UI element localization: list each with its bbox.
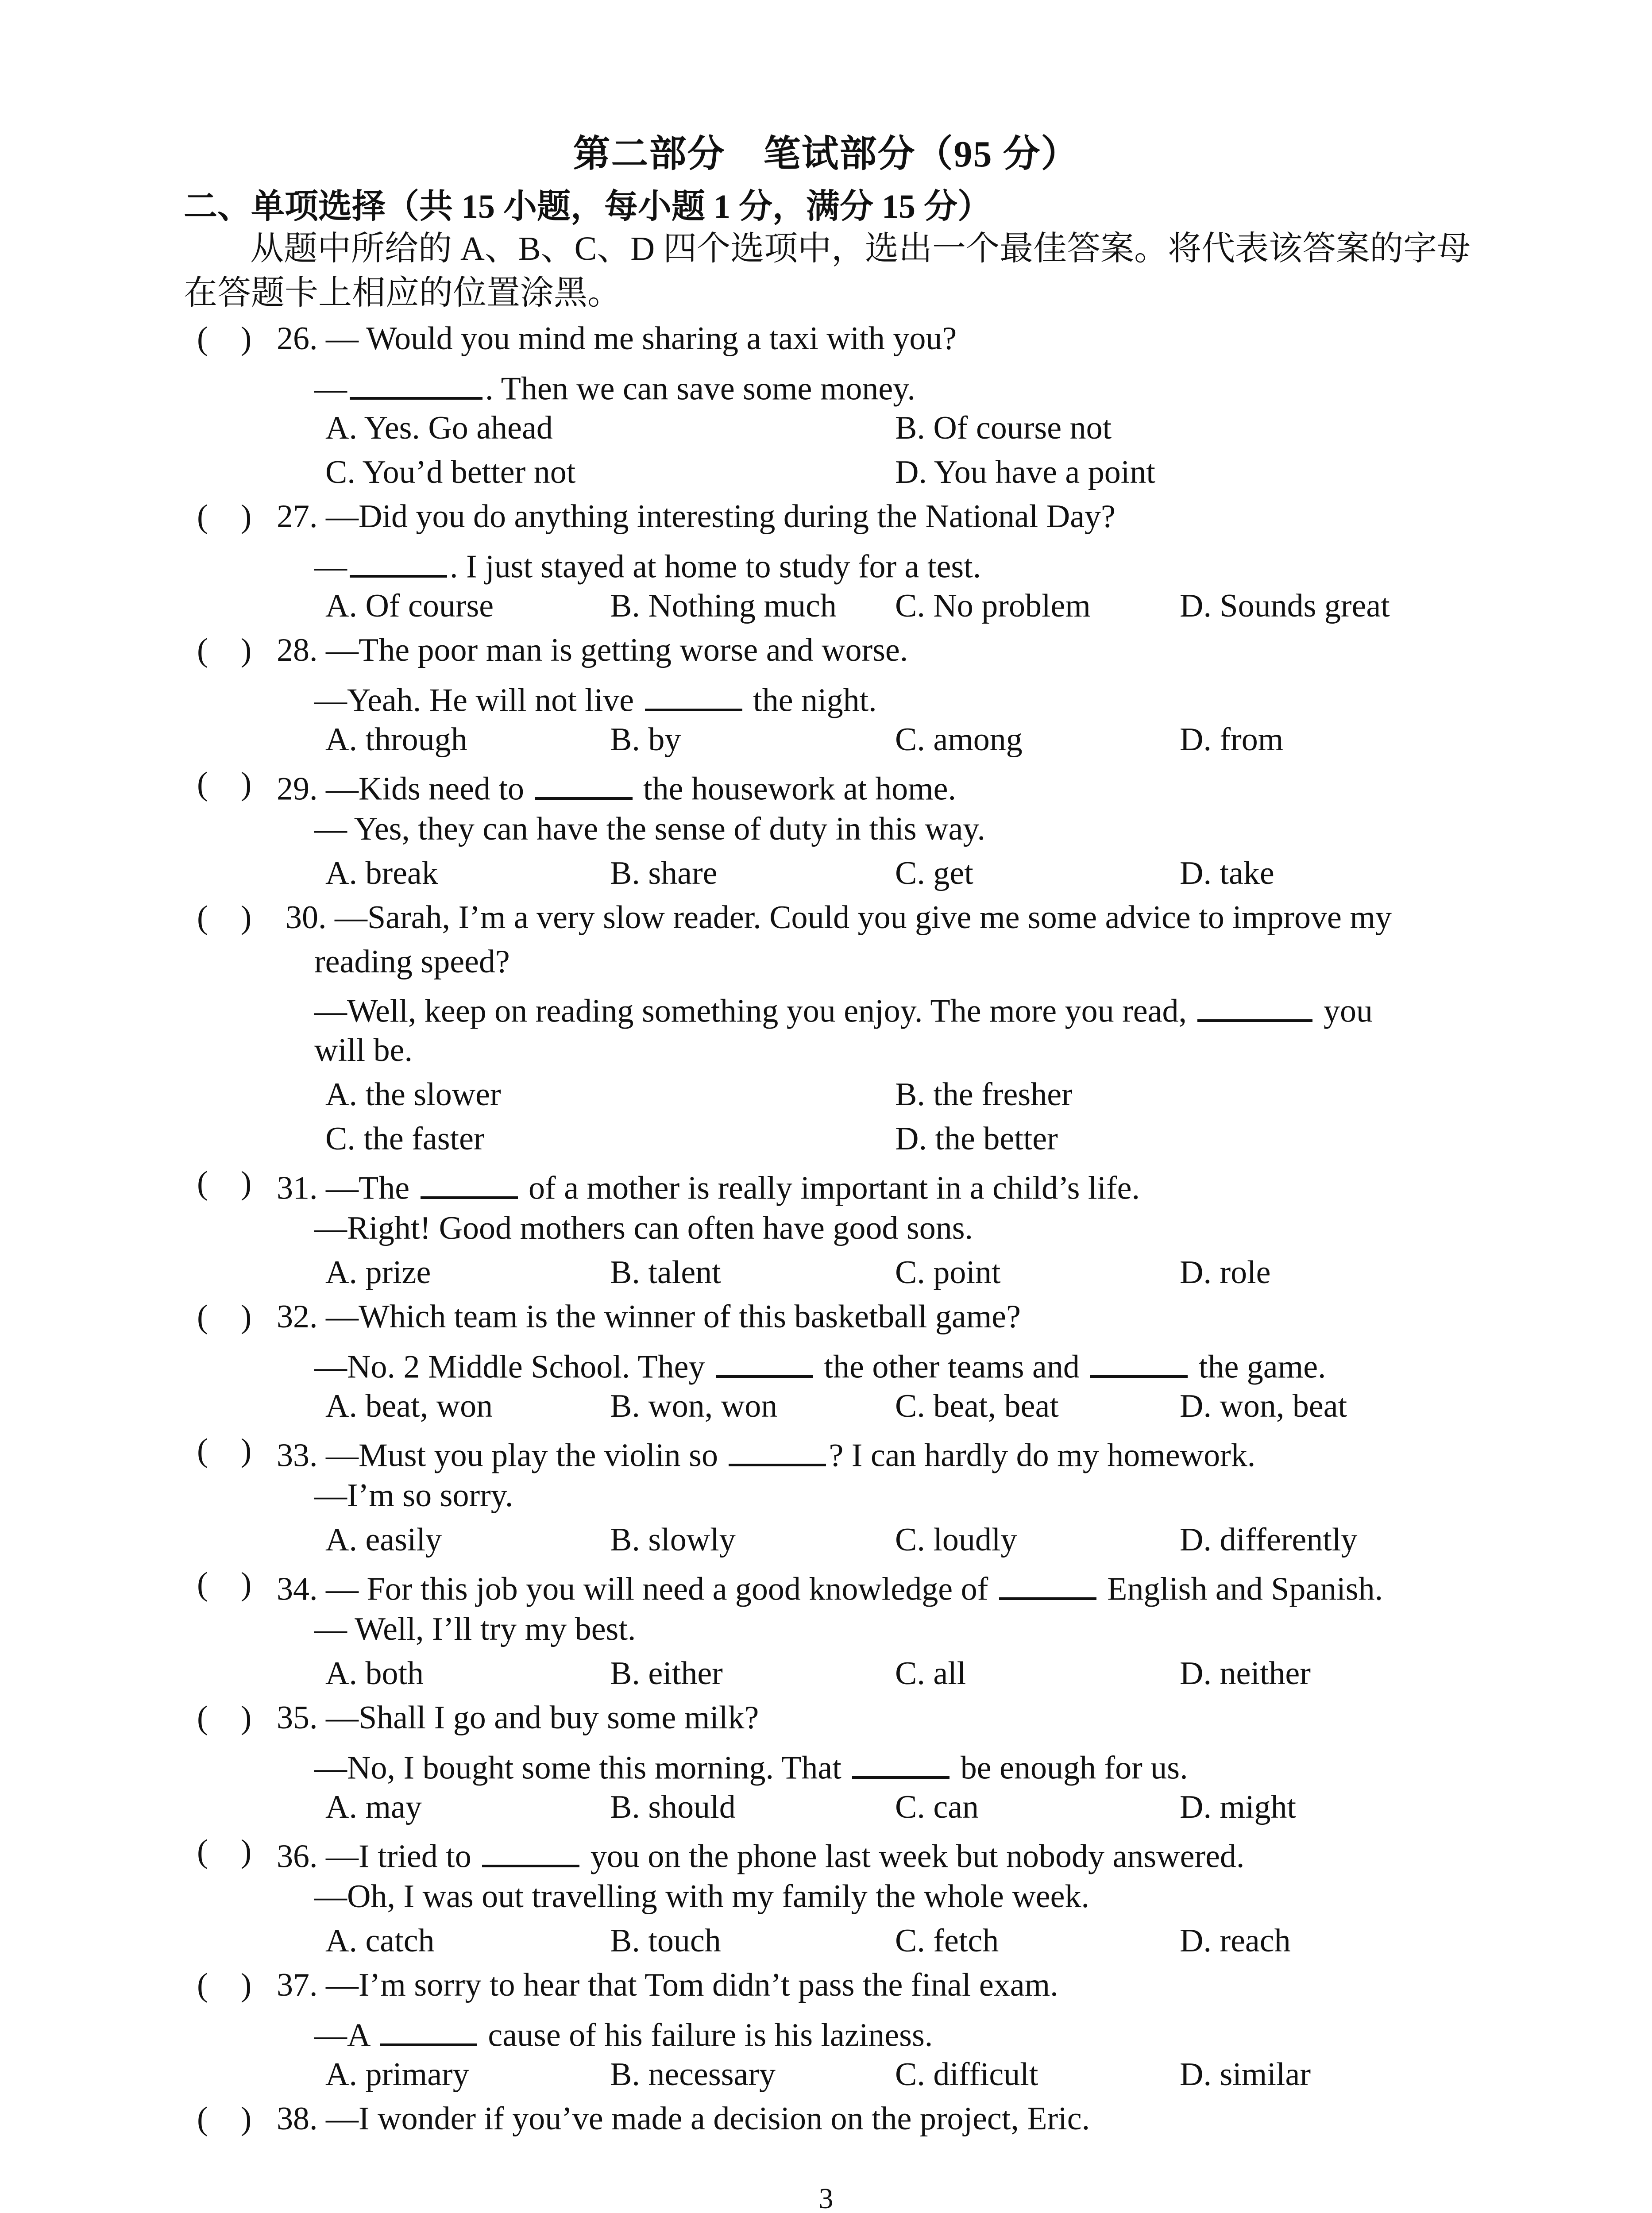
question-31-line-1: 31. —The of a mother is really important in a child’s life. [277, 1167, 1140, 1205]
question-26-line-2: — . Then we can save some money. [314, 367, 915, 405]
answer-blank [482, 1835, 579, 1867]
q37-option-b: B. necessary [610, 2056, 776, 2093]
q30-option-a: A. the slower [325, 1076, 501, 1113]
q26-option-a: A. Yes. Go ahead [325, 410, 553, 446]
q29-option-d: D. take [1180, 855, 1274, 891]
answer-paren-30[interactable]: ( ) [197, 899, 252, 936]
question-26-line-1: 26. — Would you mind me sharing a taxi with you? [277, 320, 957, 357]
question-27-line-2: — . I just stayed at home to study for a test. [314, 545, 981, 583]
answer-paren-27[interactable]: ( ) [197, 498, 252, 535]
q28-option-a: A. through [325, 721, 467, 758]
answer-blank [729, 1434, 826, 1466]
answer-paren-34[interactable]: ( ) [197, 1566, 252, 1602]
answer-paren-35[interactable]: ( ) [197, 1700, 252, 1736]
question-33-line-1: 33. —Must you play the violin so ? I can hardly do my homework. [277, 1434, 1255, 1472]
answer-blank [350, 367, 482, 400]
q29-option-a: A. break [325, 855, 438, 891]
q33-option-c: C. loudly [895, 1522, 1017, 1558]
question-27-line-1: 27. —Did you do anything interesting during the National Day? [277, 498, 1115, 535]
question-37-line-2: —A cause of his failure is his laziness. [314, 2014, 933, 2052]
q28-option-d: D. from [1180, 721, 1284, 758]
q26-option-b: B. Of course not [895, 410, 1112, 446]
q34-option-a: A. both [325, 1655, 424, 1692]
question-31-line-2: —Right! Good mothers can often have good sons. [314, 1210, 973, 1246]
q26-option-c: C. You’d better not [325, 454, 576, 490]
answer-blank [535, 767, 633, 800]
q34-option-b: B. either [610, 1655, 723, 1692]
q36-option-b: B. touch [610, 1923, 721, 1959]
q28-option-b: B. by [610, 721, 681, 758]
answer-paren-36[interactable]: ( ) [197, 1833, 252, 1870]
question-32-line-1: 32. —Which team is the winner of this basketball game? [277, 1299, 1021, 1335]
q31-option-c: C. point [895, 1254, 1001, 1291]
q36-option-d: D. reach [1180, 1923, 1291, 1959]
q37-option-c: C. difficult [895, 2056, 1038, 2093]
answer-paren-26[interactable]: ( ) [197, 320, 252, 357]
q32-option-b: B. won, won [610, 1388, 778, 1424]
q26-option-d: D. You have a point [895, 454, 1155, 490]
q34-option-d: D. neither [1180, 1655, 1311, 1692]
q32-option-a: A. beat, won [325, 1388, 493, 1424]
q27-option-d: D. Sounds great [1180, 588, 1390, 624]
q27-option-b: B. Nothing much [610, 588, 837, 624]
question-30-line-3: —Well, keep on reading something you enjoy. The more you read, you [314, 990, 1373, 1028]
q36-option-a: A. catch [325, 1923, 435, 1959]
instruction-line-1: 从题中所给的 A、B、C、D 四个选项中，选出一个最佳答案。将代表该答案的字母 [250, 230, 1471, 267]
answer-paren-28[interactable]: ( ) [197, 632, 252, 668]
answer-paren-37[interactable]: ( ) [197, 1967, 252, 2003]
question-36-line-1: 36. —I tried to you on the phone last week but nobody answered. [277, 1835, 1244, 1873]
page-title: 第二部分 笔试部分（95 分） [573, 134, 1079, 175]
q27-option-c: C. No problem [895, 588, 1091, 624]
q37-option-a: A. primary [325, 2056, 469, 2093]
question-37-line-1: 37. —I’m sorry to hear that Tom didn’t pass the final exam. [277, 1967, 1058, 2003]
q30-option-c: C. the faster [325, 1121, 485, 1157]
q30-option-b: B. the fresher [895, 1076, 1073, 1113]
question-29-line-2: — Yes, they can have the sense of duty in this way. [314, 811, 986, 847]
answer-blank [421, 1167, 518, 1199]
section-heading: 二、单项选择（共 15 小题，每小题 1 分，满分 15 分） [184, 188, 991, 225]
q33-option-a: A. easily [325, 1522, 442, 1558]
answer-blank [1197, 990, 1312, 1022]
answer-blank [999, 1568, 1096, 1600]
q28-option-c: C. among [895, 721, 1023, 758]
answer-blank [716, 1346, 813, 1378]
question-34-line-1: 34. — For this job you will need a good knowledge of English and Spanish. [277, 1568, 1383, 1606]
question-28-line-1: 28. —The poor man is getting worse and worse. [277, 632, 908, 668]
answer-paren-29[interactable]: ( ) [197, 766, 252, 802]
question-29-line-1: 29. —Kids need to the housework at home. [277, 767, 956, 806]
q35-option-d: D. might [1180, 1789, 1297, 1825]
q33-option-d: D. differently [1180, 1522, 1358, 1558]
question-32-line-2: —No. 2 Middle School. They the other teams and the game. [314, 1346, 1326, 1384]
answer-paren-31[interactable]: ( ) [197, 1165, 252, 1201]
q35-option-a: A. may [325, 1789, 422, 1825]
question-30-line-4: will be. [314, 1032, 413, 1068]
question-33-line-2: —I’m so sorry. [314, 1477, 513, 1514]
q32-option-c: C. beat, beat [895, 1388, 1059, 1424]
answer-blank [645, 679, 742, 711]
page-number: 3 [818, 2182, 834, 2213]
q31-option-d: D. role [1180, 1254, 1271, 1291]
q29-option-c: C. get [895, 855, 973, 891]
question-30-line-1: 30. —Sarah, I’m a very slow reader. Could you give me some advice to improve my [286, 899, 1392, 936]
q34-option-c: C. all [895, 1655, 966, 1692]
q33-option-b: B. slowly [610, 1522, 736, 1558]
q37-option-d: D. similar [1180, 2056, 1311, 2093]
question-30-line-2: reading speed? [314, 944, 510, 980]
answer-blank [380, 2014, 477, 2046]
instruction-line-2: 在答题卡上相应的位置涂黑。 [184, 274, 621, 312]
answer-blank [350, 545, 447, 578]
q35-option-c: C. can [895, 1789, 979, 1825]
question-34-line-2: — Well, I’ll try my best. [314, 1611, 636, 1647]
answer-blank [852, 1746, 950, 1779]
q32-option-d: D. won, beat [1180, 1388, 1347, 1424]
q31-option-b: B. talent [610, 1254, 721, 1291]
answer-blank [1090, 1346, 1188, 1378]
answer-paren-33[interactable]: ( ) [197, 1432, 252, 1469]
q31-option-a: A. prize [325, 1254, 431, 1291]
question-35-line-1: 35. —Shall I go and buy some milk? [277, 1700, 759, 1736]
question-36-line-2: —Oh, I was out travelling with my family the whole week. [314, 1878, 1089, 1915]
q30-option-d: D. the better [895, 1121, 1058, 1157]
question-35-line-2: —No, I bought some this morning. That be enough for us. [314, 1746, 1188, 1785]
q35-option-b: B. should [610, 1789, 736, 1825]
question-28-line-2: —Yeah. He will not live the night. [314, 679, 877, 717]
question-38-line-1: 38. —I wonder if you’ve made a decision on the project, Eric. [277, 2101, 1090, 2137]
q36-option-c: C. fetch [895, 1923, 999, 1959]
q29-option-b: B. share [610, 855, 718, 891]
answer-paren-38[interactable]: ( ) [197, 2101, 252, 2137]
answer-paren-32[interactable]: ( ) [197, 1299, 252, 1335]
q27-option-a: A. Of course [325, 588, 494, 624]
